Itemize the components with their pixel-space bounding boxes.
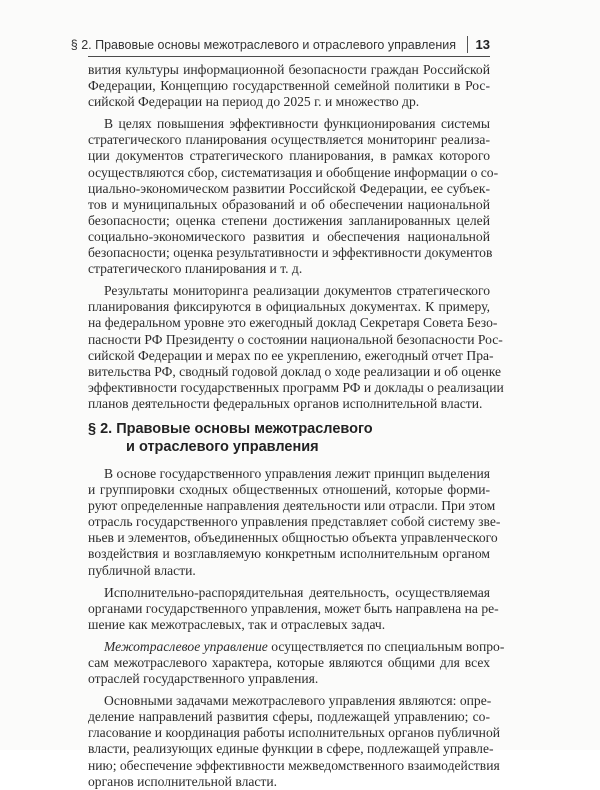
paragraph [88, 693, 501, 790]
text-line: В целях повышения эффективности функционирования системы [104, 116, 490, 132]
text-line: отрасль государственного управления представляет собой систему зве- [88, 514, 501, 530]
text-line: сийской Федерации и мерах по ее укреплению, ежегодный отчет Пра- [88, 347, 494, 363]
section-heading-line: § 2. Правовые основы межотраслевого [88, 420, 373, 437]
text-line: и группировки сходных общественных отношений, которые форми- [88, 482, 490, 498]
text-line: сам межотраслевого характера, которые являются общими для всех [88, 655, 490, 670]
text-line: органами государственного управления, может быть направлена на ре- [88, 600, 499, 616]
text-line: Федерации, Концепцию государственной семейной политики в Рос- [88, 78, 490, 94]
text-line: планирования фиксируются в официальных документах. К примеру, [88, 299, 490, 315]
text-line: социально-экономического развития и обеспечения национальной [88, 228, 490, 244]
section-heading-line: и отраслевого управления [126, 439, 319, 456]
text-line: безопасности; оценка степени достижения запланированных целей [88, 212, 490, 228]
header-separator [467, 36, 468, 53]
italic-term: Межотраслевое управление [104, 638, 268, 654]
page-body [88, 62, 505, 790]
text-line: нию; обеспечение эффективности межведомственного взаимодействия [88, 757, 500, 773]
text-line: Исполнительно-распорядительная деятельность, осуществляемая [104, 584, 490, 600]
text-line: осуществляются сбор, систематизация и обобщение информации о со- [88, 164, 499, 180]
running-header [70, 36, 490, 57]
text-line: отраслей государственного управления. [88, 671, 319, 687]
text-line: планов деятельности федеральных органов исполнительной власти. [88, 395, 483, 411]
paragraph [88, 116, 499, 277]
text-line: гласование и координация работы исполнительных органов публичной [88, 725, 501, 741]
text-line: Основными задачами межотраслевого управления являются: опре- [104, 693, 492, 709]
text-line: деление направлений развития сферы, подлежащей управлению; со- [88, 709, 490, 725]
text-line: Результаты мониторинга реализации документов стратегического [104, 283, 490, 299]
text-line: на федеральном уровне это ежегодный доклад Секретаря Совета Безо- [88, 315, 498, 331]
text-line: вительства РФ, сводный годовой доклад о ходе реализации и об оценке [88, 363, 502, 379]
text-line: стратегического планирования и т. д. [88, 261, 303, 277]
text-line: руют определенные направления деятельности или отрасли. При этом [88, 498, 496, 514]
page-number: 13 [475, 37, 490, 52]
paragraph [88, 283, 504, 412]
text-line: пасности РФ Президенту о состоянии национальной безопасности Рос- [88, 331, 503, 347]
paragraph [88, 62, 490, 110]
text-line: шение как межотраслевых, так и отраслевых задач. [88, 616, 386, 632]
text-fragment: осуществляется по специальным вопро- [267, 638, 505, 654]
text-line: ции документов стратегического планирования, в рамках которого [88, 148, 490, 164]
text-line: В основе государственного управления лежит принцип выделения [104, 465, 490, 481]
running-header-title: § 2. Правовые основы межотраслевого и отраслевого управления [70, 38, 456, 52]
paragraph [88, 465, 501, 579]
text-line: тов и муниципальных образований и об обеспечении национальной [88, 196, 490, 212]
text-line: стратегического планирования осуществляется мониторинг реализа- [88, 132, 490, 148]
text-line: вития культуры информационной безопасности граждан Российской [88, 62, 490, 77]
text-line: циально-экономическом развитии Российской Федерации, ее субъек- [88, 180, 490, 196]
paragraph [88, 638, 505, 687]
text-line: сийской Федерации на период до 2025 г. и множество др. [88, 94, 420, 110]
text-line: органов исполнительной власти. [88, 773, 278, 789]
section-heading [88, 420, 490, 457]
text-line: публичной власти. [88, 562, 196, 578]
text-line [88, 638, 505, 655]
text-line: эффективности государственных программ РФ и доклады о реализации [88, 379, 504, 395]
text-line: безопасности; оценка результативности и эффективности документов [88, 245, 493, 261]
text-line: воздействия и возглавляемую конкретным исполнительным органом [88, 546, 490, 562]
text-line: ньев и элементов, объединенных общностью объекта управленческого [88, 530, 498, 546]
paragraph [88, 584, 499, 633]
text-line: власти, реализующих единые функции в сфере, подлежащей управле- [88, 741, 494, 757]
